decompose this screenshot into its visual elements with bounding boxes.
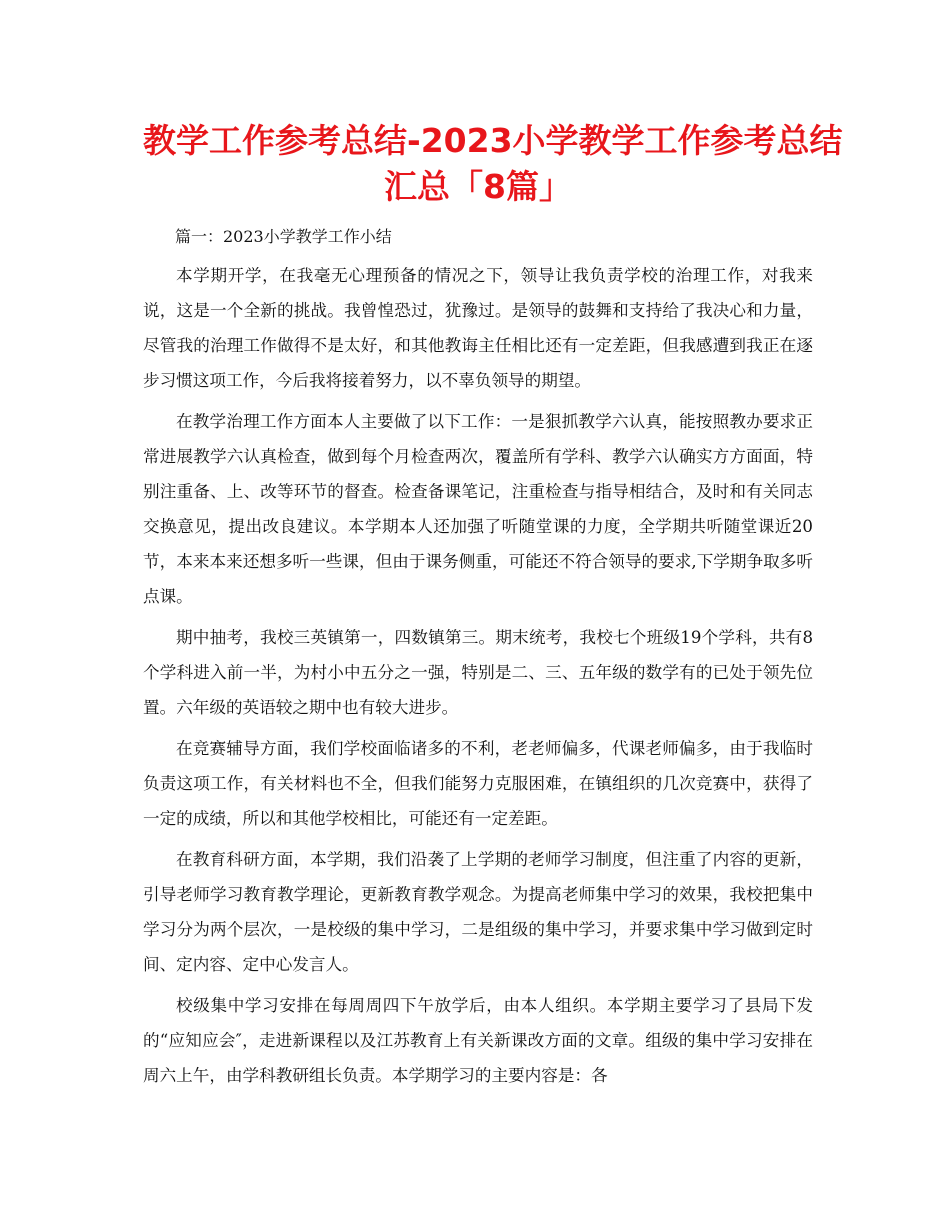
paragraph-1: 本学期开学，在我毫无心理预备的情况之下，领导让我负责学校的治理工作，对我来说，这是一个全新的挑战。我曾惶恐过，犹豫过。是领导的鼓舞和支持给了我决心和力量，尽管我的治理工作做得不是太好，和其他教诲主任相比还有一定差距，但我感遭到我正在逐步习惯这项工作，今后我将接着努力，以不辜负领导的期望。 <box>143 266 813 390</box>
document-title-line-1: 教学工作参考总结-2023小学教学工作参考总结 <box>143 121 843 160</box>
document-title <box>143 118 843 210</box>
section-heading: 篇一：2023小学教学工作小结 <box>175 227 392 246</box>
document-page <box>143 118 843 1093</box>
paragraph-2: 在教学治理工作方面本人主要做了以下工作：一是狠抓教学六认真，能按照教办要求正常进展教学六认真检查，做到每个月检查两次，覆盖所有学科、教学六认确实方方面面，特别注重备、上、改等环节的督查。检查备课笔记，注重检查与指导相结合，及时和有关同志交换意见，提出改良建议。本学期本人还加强了听随堂课的力度，全学期共听随堂课近20节，本来本来还想多听一些课，但由于课务侧重，可能还不符合领导的要求,下学期争取多听点课。 <box>143 412 813 606</box>
document-title-line-2: 汇总「8篇」 <box>384 167 572 206</box>
paragraph-3: 期中抽考，我校三英镇第一，四数镇第三。期末统考，我校七个班级19个学科，共有8个学科进入前一半，为村小中五分之一强，特别是二、三、五年级的数学有的已处于领先位置。六年级的英语较之期中也有较大进步。 <box>143 628 813 717</box>
paragraph-5: 在教育科研方面，本学期，我们沿袭了上学期的老师学习制度，但注重了内容的更新，引导老师学习教育教学理论，更新教育教学观念。为提高老师集中学习的效果，我校把集中学习分为两个层次，一是校级的集中学习，二是组级的集中学习，并要求集中学习做到定时间、定内容、定中心发言人。 <box>143 850 813 974</box>
paragraph-4: 在竞赛辅导方面，我们学校面临诸多的不利，老老师偏多，代课老师偏多，由于我临时负责这项工作，有关材料也不全，但我们能努力克服困难，在镇组织的几次竞赛中，获得了一定的成绩，所以和其他学校相比，可能还有一定差距。 <box>143 739 813 828</box>
paragraph-6: 校级集中学习安排在每周周四下午放学后，由本人组织。本学期主要学习了县局下发的“应知应会″，走进新课程以及江苏教育上有关新课改方面的文章。组级的集中学习安排在周六上午，由学科教研组长负责。本学期学习的主要内容是：各 <box>143 996 813 1085</box>
